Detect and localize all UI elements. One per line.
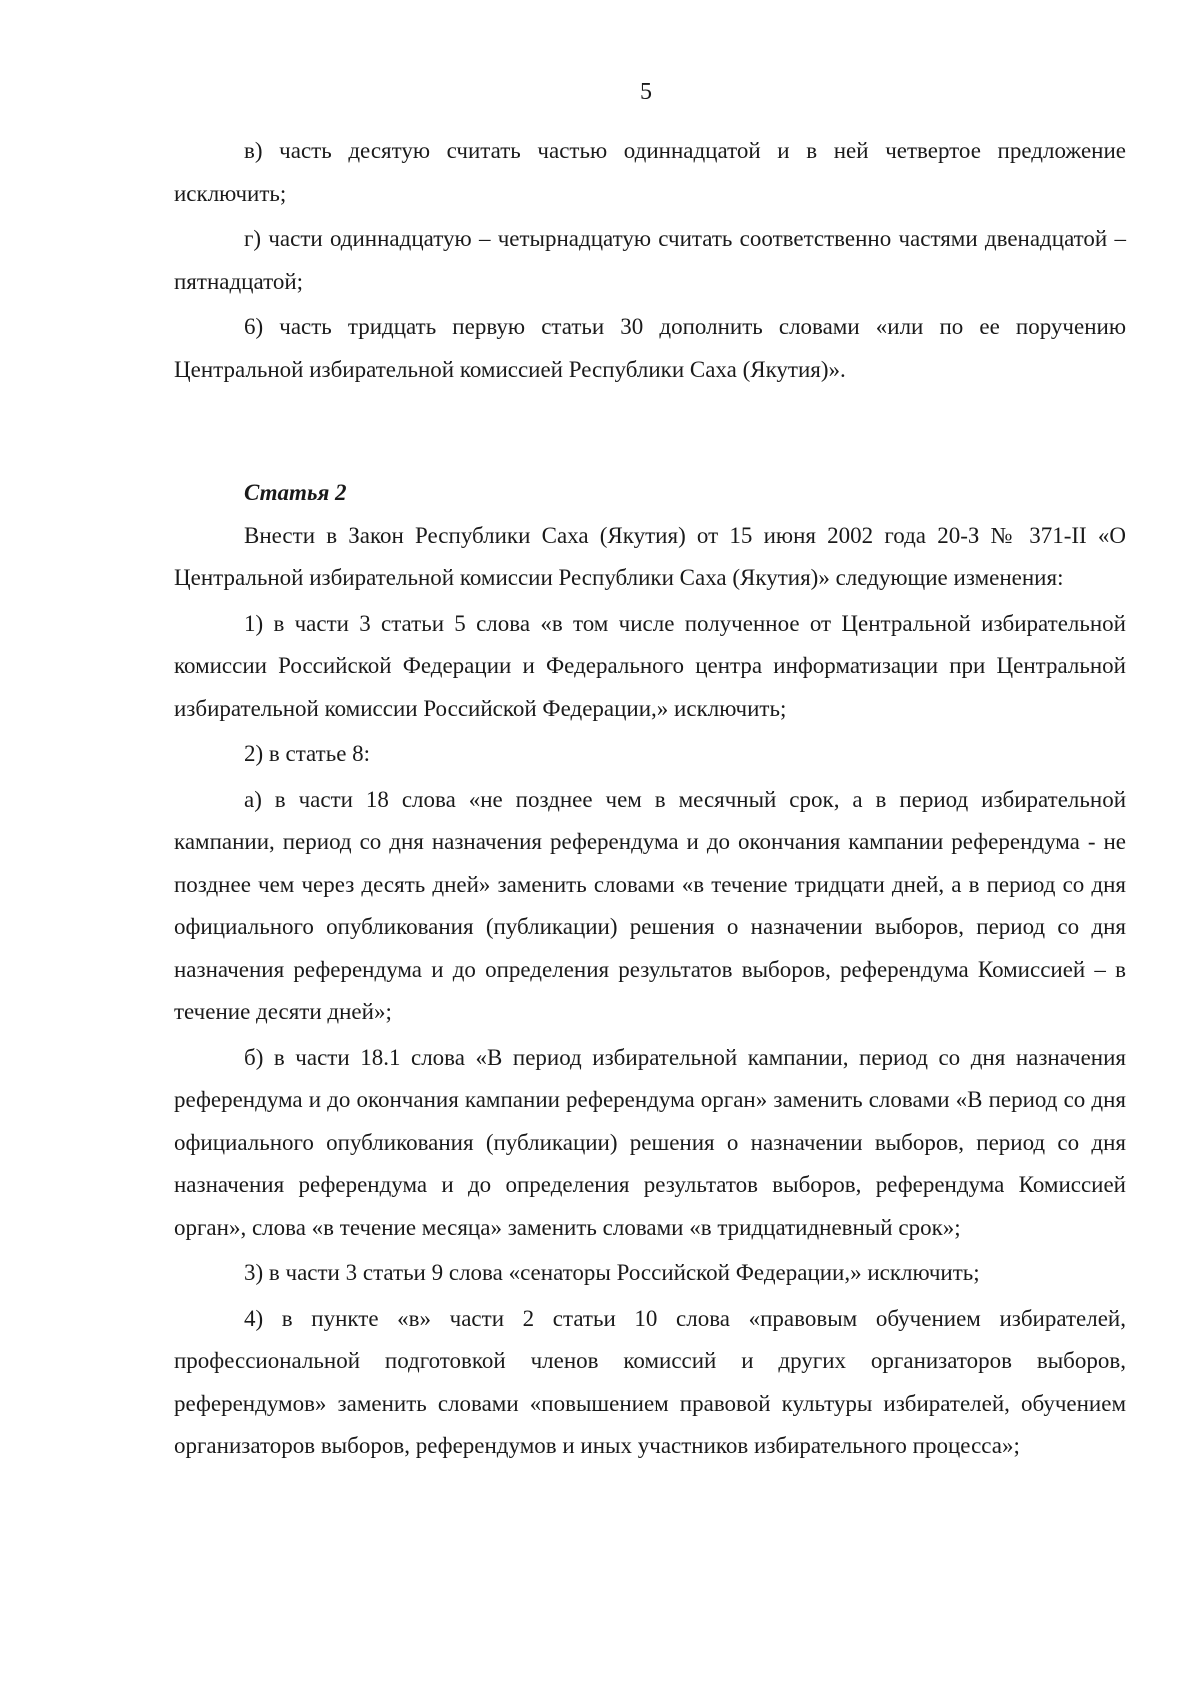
- document-body: [174, 130, 1126, 1471]
- paragraph-item-3: 3) в части 3 статьи 9 слова «сенаторы Российской Федерации,» исключить;: [244, 1260, 980, 1285]
- paragraph-6: 6) часть тридцать первую статьи 30 дополнить словами «или по ее поручению Центральной избирательной комиссией Республики Саха (Якутия)».: [174, 314, 1126, 382]
- page-number: 5: [640, 79, 652, 105]
- paragraph-item-1: 1) в части 3 статьи 5 слова «в том числе полученное от Центральной избирательной комиссии Российской Федерации и Федерального центра информатизации при Центральной избирательной комиссии Российской Федерации,» исключить;: [174, 610, 1126, 721]
- article-heading: Статья 2: [244, 480, 347, 505]
- paragraph-g: г) части одиннадцатую – четырнадцатую считать соответственно частями двенадцатой – пятнадцатой;: [174, 226, 1126, 294]
- paragraph-item-2b: б) в части 18.1 слова «В период избирательной кампании, период со дня назначения референдума и до окончания кампании референдума орган» заменить словами «В период со дня официального опубликования (публикации) решения о назначении выборов, период со дня назначения референдума и до определения результатов выборов, референдума Комиссией орган», слова «в течение месяца» заменить словами «в тридцатидневный срок»;: [174, 1044, 1126, 1240]
- paragraph-item-4: 4) в пункте «в» части 2 статьи 10 слова «правовым обучением избирателей, профессиональной подготовкой членов комиссий и других организаторов выборов, референдумов» заменить словами «повышением правовой культуры избирателей, обучением организаторов выборов, референдумов и иных участников избирательного процесса»;: [174, 1305, 1126, 1458]
- paragraph-item-2a: а) в части 18 слова «не позднее чем в месячный срок, а в период избирательной кампании, период со дня назначения референдума и до окончания кампании референдума - не позднее чем через десять дней» заменить словами «в течение тридцати дней, а в период со дня официального опубликования (публикации) решения о назначении выборов, период со дня назначения референдума и до определения результатов выборов, референдума Комиссией – в течение десяти дней»;: [174, 786, 1126, 1024]
- paragraph-v: в) часть десятую считать частью одиннадцатой и в ней четвертое предложение исключить;: [174, 138, 1126, 206]
- paragraph-intro: Внести в Закон Республики Саха (Якутия) от 15 июня 2002 года 20-З № 371-II «О Центральной избирательной комиссии Республики Саха (Якутия)» следующие изменения:: [174, 522, 1126, 590]
- paragraph-item-2: 2) в статье 8:: [244, 741, 371, 766]
